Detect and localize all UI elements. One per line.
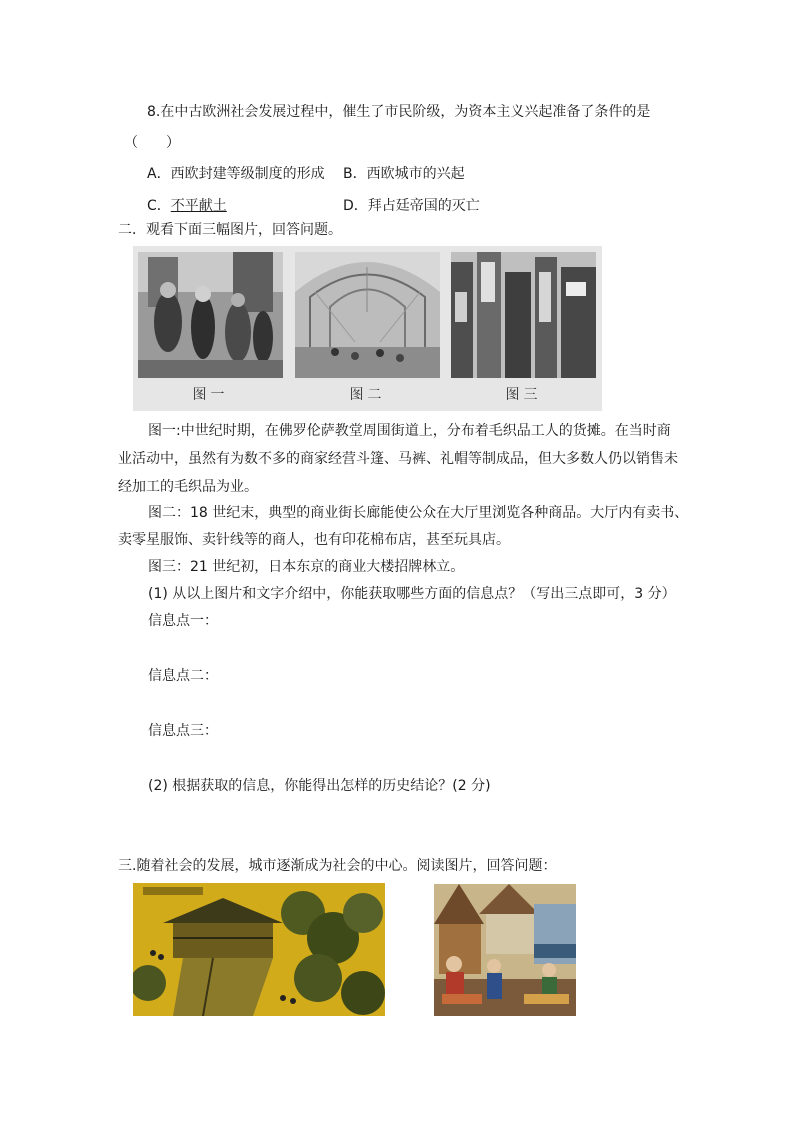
fig1-description-line2: 业活动中，虽然有为数不多的商家经营斗篷、马裤、礼帽等制成品，但大多数人仍以销售未 — [118, 451, 678, 467]
q8-answer-paren: （ ） — [124, 135, 180, 151]
q8-choice-b: B．西欧城市的兴起 — [343, 166, 465, 182]
caption-fig1: 图一 — [192, 387, 229, 403]
sub-question-2: (2) 根据获取的信息，你能得出怎样的历史结论？(2 分) — [148, 778, 491, 794]
caption-fig2: 图二 — [349, 387, 386, 403]
section2-heading: 二．观看下面三幅图片，回答问题。 — [118, 222, 342, 238]
photo-medieval-street — [138, 252, 283, 378]
section3-heading: 三.随着社会的发展，城市逐渐成为社会的中心。阅读图片，回答问题： — [118, 858, 557, 874]
painting-chinese-city — [133, 883, 385, 1016]
info-point-3: 信息点三： — [148, 723, 218, 739]
q8-choice-a: A．西欧封建等级制度的形成 — [147, 166, 325, 182]
three-photos-figure — [133, 246, 602, 411]
fig1-description-line1: 图一:中世纪时期，在佛罗伦萨教堂周围街道上，分布着毛织品工人的货摊。在当时商 — [148, 423, 671, 439]
q8-choice-c-text: 不平献土 — [170, 198, 227, 214]
info-point-1: 信息点一： — [148, 613, 218, 629]
fig2-description-line2: 卖零星服饰、卖针线等的商人，也有印花棉布店，甚至玩具店。 — [118, 532, 510, 548]
sub-question-1: (1) 从以上图片和文字介绍中，你能获取哪些方面的信息点？（写出三点即可，3 分） — [148, 586, 676, 602]
q8-stem: 8.在中古欧洲社会发展过程中，催生了市民阶级，为资本主义兴起准备了条件的是 — [147, 104, 651, 120]
fig1-description-line3: 经加工的毛织品为业。 — [118, 479, 258, 495]
photo-tokyo-signs — [451, 252, 596, 378]
caption-fig3: 图三 — [505, 387, 542, 403]
photo-arcade-hall — [295, 252, 440, 378]
info-point-2: 信息点二： — [148, 668, 218, 684]
q8-choice-c-letter: C． — [147, 198, 171, 214]
q8-choice-c — [147, 196, 227, 216]
painting-european-market — [434, 884, 576, 1016]
fig3-description: 图三：21 世纪初，日本东京的商业大楼招牌林立。 — [148, 559, 465, 575]
q8-choice-d: D．拜占廷帝国的灭亡 — [343, 198, 480, 214]
fig2-description-line1: 图二：18 世纪末，典型的商业街长廊能使公众在大厅里浏览各种商品。大厅内有卖书、 — [148, 505, 689, 521]
